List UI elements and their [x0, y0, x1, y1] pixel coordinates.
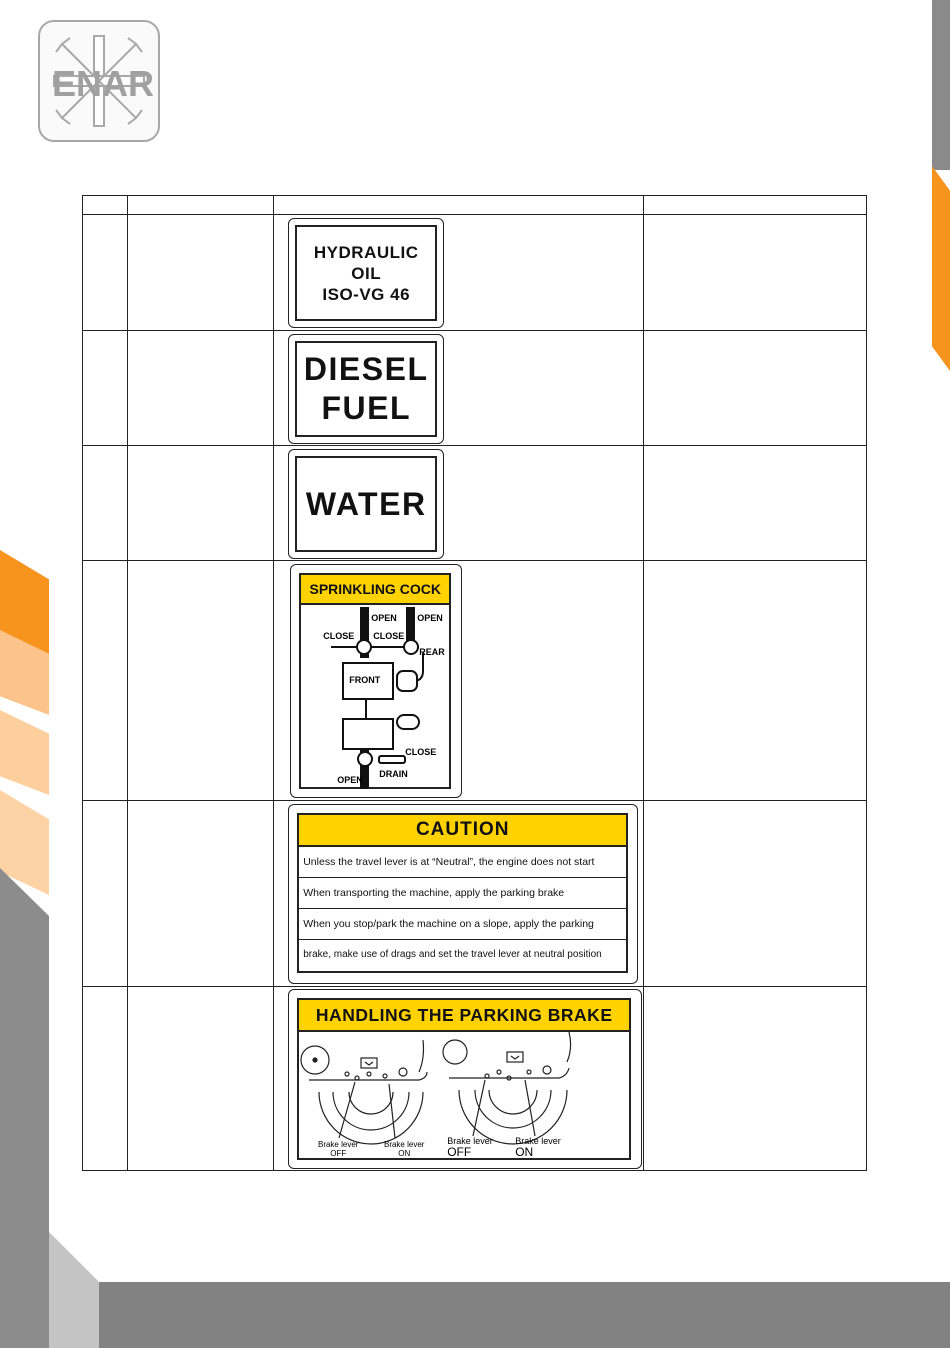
close-bottom-text: CLOSE: [405, 747, 437, 757]
front-text: FRONT: [349, 675, 381, 685]
table-header-row: [83, 196, 867, 215]
diesel-fuel-label: [288, 334, 444, 444]
table-cell: [643, 561, 866, 801]
sprinkling-title: SPRINKLING COCK: [299, 573, 451, 605]
table-cell: [128, 561, 274, 801]
open-right-text: OPEN: [417, 613, 443, 623]
table-row: [83, 801, 867, 987]
table-cell: [128, 331, 274, 446]
table-cell: [274, 561, 643, 801]
table-cell: [274, 331, 643, 446]
header-cell: [83, 196, 128, 215]
header-cell: [128, 196, 274, 215]
table-cell: [83, 561, 128, 801]
caution-line: When transporting the machine, apply the parking brake: [299, 878, 626, 909]
caution-label: [288, 804, 638, 984]
water-text: WATER: [305, 485, 427, 522]
right-brake-on: [515, 1136, 561, 1159]
table-row: [83, 987, 867, 1171]
table-cell: [643, 215, 866, 331]
caution-line: Unless the travel lever is at “Neutral”, the engine does not start: [299, 847, 626, 878]
right-brake-off-state: OFF: [447, 1145, 472, 1159]
close-mid-text: CLOSE: [373, 631, 405, 641]
sprinkling-cock-label: [290, 564, 462, 798]
open-bottom-text: OPEN: [337, 775, 363, 785]
diesel-line1: DIESEL: [303, 351, 429, 387]
table-row: [83, 331, 867, 446]
open-left-text: OPEN: [371, 613, 397, 623]
table-cell: [83, 331, 128, 446]
header-cell: [643, 196, 866, 215]
table-cell: [128, 987, 274, 1171]
left-brake-off-text: Brake lever OFF: [317, 1140, 359, 1158]
enar-logo: [38, 20, 160, 142]
hydraulic-oil-label: [288, 218, 444, 328]
right-edge-orange-stripe: [932, 166, 950, 371]
table-cell: [274, 446, 643, 561]
label-inner-frame: [295, 225, 437, 321]
logo-letter: E: [52, 63, 77, 104]
header-cell: [274, 196, 643, 215]
right-brake-off-label: Brake lever: [447, 1136, 493, 1146]
table-cell: [643, 331, 866, 446]
parking-title: HANDLING THE PARKING BRAKE: [297, 998, 631, 1032]
table-cell: [128, 801, 274, 987]
table-cell: [83, 801, 128, 987]
caution-line: When you stop/park the machine on a slope, apply the parking: [299, 909, 626, 940]
caution-frame: [297, 813, 628, 973]
right-brake-on-state: ON: [515, 1145, 534, 1159]
table-cell: [643, 446, 866, 561]
diesel-text: [304, 350, 429, 428]
table-cell: [643, 987, 866, 1171]
logo-letters: [52, 63, 155, 104]
logo-letter: N: [76, 63, 103, 104]
table-cell: [83, 215, 128, 331]
label-inner-frame: [295, 341, 437, 437]
logo-letter: A: [102, 63, 129, 104]
caution-title: CAUTION: [297, 813, 628, 847]
caution-lines: [299, 847, 626, 970]
table-cell: [274, 987, 643, 1171]
left-decorative-band: [0, 550, 49, 1348]
parking-brake-label: [288, 989, 642, 1169]
hydraulic-line2: ISO-VG 46: [322, 284, 411, 304]
table-cell: [643, 801, 866, 987]
hydraulic-text: [297, 242, 435, 305]
parking-frame: [297, 998, 631, 1160]
rear-text: REAR: [419, 647, 445, 657]
diesel-line2: FUEL: [321, 390, 411, 426]
table-row: [83, 215, 867, 331]
caution-line: brake, make use of drags and set the travel lever at neutral position: [303, 949, 602, 960]
labels-table: [82, 195, 867, 1171]
logo-letter: R: [128, 63, 155, 104]
left-band-gray: [0, 868, 49, 1348]
footer-light-wedge: [49, 1232, 99, 1348]
drain-text: DRAIN: [379, 769, 408, 779]
table-cell: [128, 215, 274, 331]
sprinkling-frame: [299, 573, 451, 789]
table-row: [83, 446, 867, 561]
table-cell: [128, 446, 274, 561]
close-left-text: CLOSE: [323, 631, 355, 641]
right-brake-on-label: Brake lever: [515, 1136, 561, 1146]
right-edge-gray-stripe: [932, 0, 950, 170]
label-inner-frame: [295, 456, 437, 552]
table-cell: [83, 446, 128, 561]
footer-bar: [99, 1282, 950, 1348]
table-cell: [83, 987, 128, 1171]
table-cell: [274, 801, 643, 987]
table-cell: [274, 215, 643, 331]
table-row: [83, 561, 867, 801]
hydraulic-line1: HYDRAULIC OIL: [313, 242, 419, 283]
left-brake-on-text: Brake lever ON: [383, 1140, 425, 1158]
left-band-peach-2: [0, 710, 49, 795]
water-label: [288, 449, 444, 559]
right-brake-off: [447, 1136, 493, 1159]
